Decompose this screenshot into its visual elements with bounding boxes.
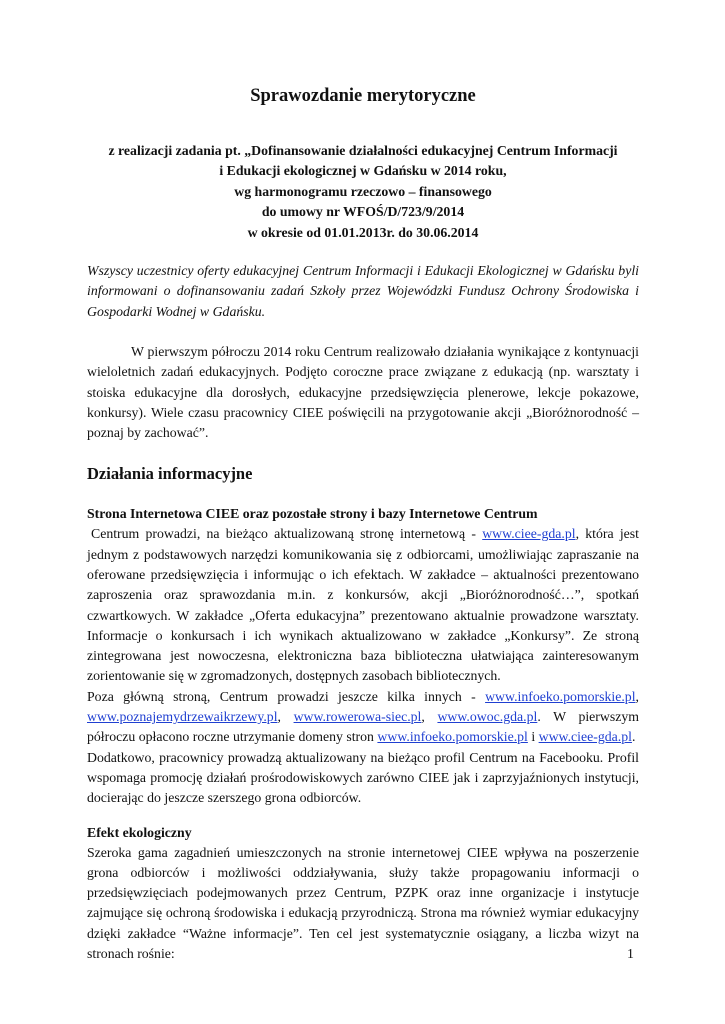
- website-section-body: [87, 524, 639, 808]
- text-span: Centrum prowadzi, na bieżąco aktualizowaną stronę internetową -: [91, 526, 483, 542]
- subtitle-line: w okresie od 01.01.2013r. do 30.06.2014: [247, 224, 479, 240]
- section-heading-information: Działania informacyjne: [87, 464, 253, 484]
- text-span: . W pierwszym półroczu opłacono roczne utrzymanie domeny stron: [87, 709, 639, 745]
- document-page: [87, 86, 639, 964]
- link-ciee-gda-2[interactable]: www.ciee-gda.pl: [538, 729, 632, 745]
- website-paragraph-2: [87, 687, 639, 748]
- subtitle-line: z realizacji zadania pt. „Dofinansowanie działalności edukacyjnej Centrum Informacji: [108, 143, 618, 158]
- text-span: .: [631, 729, 636, 745]
- effect-paragraph: Szeroka gama zagadnień umieszczonych na stronie internetowej CIEE wpływa na poszerzenie grona odbiorców i możliwości oddziaływania, służy także propagowaniu informacji o przedsięwzięciach podejmowanych przez Centrum, PZPK oraz inne organizacje i instytucje zajmujące się ochroną środowiska i edukacją przyrodniczą. Strona ma również wymiar edukacyjny dzięki zakładce “Ważne informacje”. Ten cel jest systematycznie osiągany, a liczba wizyt na stronach rośnie:: [87, 844, 639, 962]
- link-infoeko[interactable]: www.infoeko.pomorskie.pl: [485, 688, 636, 704]
- text-span: ,: [635, 688, 639, 704]
- sub-heading-website: Strona Internetowa CIEE oraz pozostałe strony i bazy Internetowe Centrum: [87, 506, 538, 522]
- link-ciee-gda[interactable]: www.ciee-gda.pl: [482, 526, 576, 542]
- link-infoeko-2[interactable]: www.infoeko.pomorskie.pl: [377, 729, 528, 745]
- website-paragraph-1: [87, 524, 639, 686]
- text-span: i: [527, 729, 539, 745]
- subtitle-line: i Edukacji ekologicznej w Gdańsku w 2014 roku,: [219, 163, 507, 179]
- text-span: ,: [421, 709, 438, 725]
- effect-heading: Efekt ekologiczny: [87, 824, 192, 840]
- document-subtitle: [87, 141, 639, 243]
- subtitle-line: do umowy nr WFOŚ/D/723/9/2014: [261, 204, 465, 220]
- link-owoc[interactable]: www.owoc.gda.pl: [437, 709, 538, 725]
- document-title: Sprawozdanie merytoryczne: [250, 86, 476, 106]
- subtitle-line: wg harmonogramu rzeczowo – finansowego: [234, 183, 492, 199]
- link-poznajemy-drzewa[interactable]: www.poznajemydrzewaikrzewy.pl: [87, 709, 278, 725]
- text-span: , która jest jednym z podstawowych narzędzi komunikowania się z odbiorcami, umożliwiając zapraszanie na oferowane przedsięwzięcia i informując o ich efektach. W zakładce – aktualności prezentowano zaproszenia oraz sprawozdania m.in. z konkursów, akcji „Bioróżnorodność…”, spotkań czwartkowych. W zakładce „Oferta edukacyjna” prezentowano aktualnie prowadzone warsztaty. Informacje o konkursach i ich wynikach aktualizowano w zakładce „Konkursy”. Ze stroną zintegrowana jest nowoczesna, elektroniczna baza biblioteczna ułatwiająca zainteresowanym zorientowanie się w zgromadzonych, dostępnych zasobach bibliotecznych.: [87, 526, 640, 684]
- text-span: Poza główną stroną, Centrum prowadzi jeszcze kilka innych -: [87, 688, 486, 704]
- text-span: ,: [277, 709, 294, 725]
- link-rowerowa-siec[interactable]: www.rowerowa-siec.pl: [293, 709, 422, 725]
- intro-paragraph: Wszyscy uczestnicy oferty edukacyjnej Centrum Informacji i Edukacji Ekologicznej w Gdańsku byli informowani o dofinansowaniu zadań Szkoły przez Wojewódzki Fundusz Ochrony Środowiska i Gospodarki Wodnej w Gdańsku.: [87, 263, 639, 319]
- page-number: 1: [627, 946, 634, 961]
- website-paragraph-3: Dodatkowo, pracownicy prowadzą aktualizowany na bieżąco profil Centrum na Facebooku. Profil wspomaga promocję działań prośrodowiskowych zarówno CIEE jak i zaprzyjaźnionych instytucji, docierając do jeszcze szerszego grona odbiorców.: [87, 749, 639, 806]
- paragraph-first-half: W pierwszym półroczu 2014 roku Centrum realizowało działania wynikające z kontynuacji wieloletnich zadań edukacyjnych. Podjęto coroczne prace związane z edukacją (np. warsztaty i stoiska edukacyjne dla dorosłych, edukacyjne przedsięwzięcia plenerowe, lekcje pokazowe, konkursy). Wiele czasu pracownicy CIEE poświęcili na przygotowanie akcji „Bioróżnorodność – poznaj by zachować”.: [87, 343, 639, 441]
